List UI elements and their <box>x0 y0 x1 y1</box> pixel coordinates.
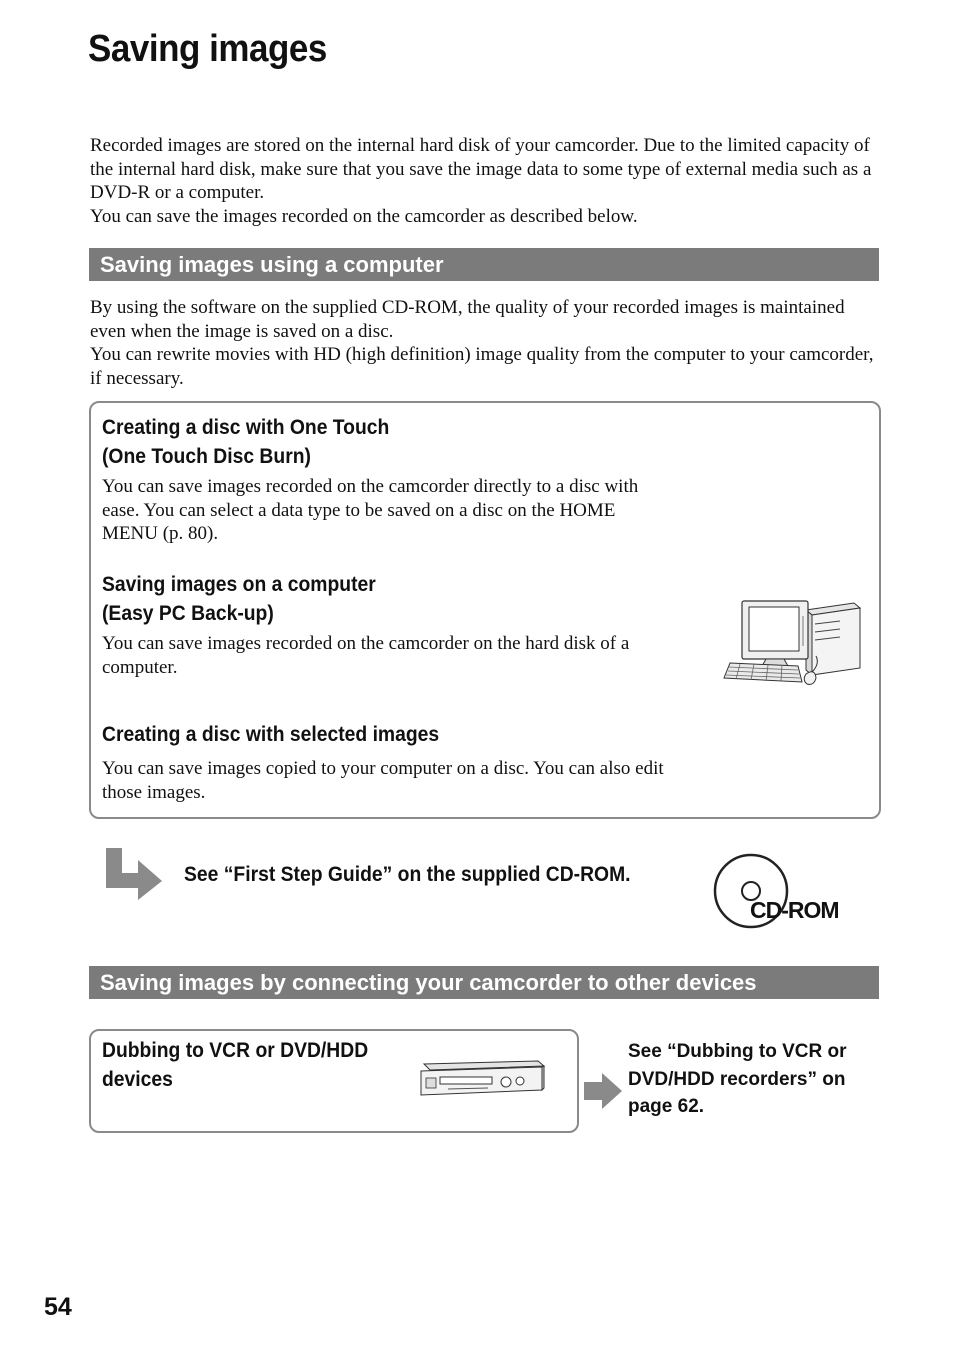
item-selected-images-text: You can save images copied to your computer on a disc. You can also edit those images. <box>102 758 664 803</box>
first-step-guide-reference: See “First Step Guide” on the supplied CD-ROM. <box>184 863 631 886</box>
computer-paragraph-1: By using the software on the supplied CD-ROM, the quality of your recorded images is maintained even when the image is saved on a disc. <box>90 297 845 342</box>
page-number: 54 <box>44 1293 72 1321</box>
dubbing-reference: See “Dubbing to VCR or DVD/HDD recorders” on page 62. <box>628 1041 847 1117</box>
item-dubbing-title-2: devices <box>102 1068 173 1091</box>
item-selected-images <box>102 720 692 804</box>
computer-paragraph-2: You can rewrite movies with HD (high definition) image quality from the computer to your camcorder, if necessary. <box>90 344 874 389</box>
section-heading-computer: Saving images using a computer <box>89 248 879 281</box>
reference-arrow-icon <box>104 846 164 902</box>
item-easy-pc-title-1: Saving images on a computer <box>102 573 376 596</box>
item-easy-pc-text: You can save images recorded on the camcorder on the hard disk of a computer. <box>102 633 630 678</box>
item-one-touch-title-1: Creating a disc with One Touch <box>102 416 390 439</box>
section-heading-devices: Saving images by connecting your camcorder to other devices <box>89 966 879 999</box>
item-easy-pc <box>102 570 692 679</box>
item-easy-pc-title-2: (Easy PC Back-up) <box>102 602 274 625</box>
item-one-touch <box>102 413 672 546</box>
item-one-touch-text: You can save images recorded on the camcorder directly to a disc with ease. You can select a data type to be saved on a disc on the HOME MENU (p. 80). <box>102 476 639 544</box>
item-dubbing-title-1: Dubbing to VCR or DVD/HDD <box>102 1039 369 1062</box>
intro-paragraph-2: You can save the images recorded on the camcorder as described below. <box>90 205 638 227</box>
desktop-computer-icon <box>720 596 865 702</box>
vcr-recorder-icon <box>418 1058 548 1100</box>
right-arrow-icon <box>584 1073 624 1109</box>
cd-rom-label: CD-ROM <box>750 897 839 923</box>
page-title: Saving images <box>88 28 327 70</box>
intro-text <box>90 134 890 228</box>
computer-section-text <box>90 296 880 390</box>
item-one-touch-title-2: (One Touch Disc Burn) <box>102 445 311 468</box>
intro-paragraph-1: Recorded images are stored on the internal hard disk of your camcorder. Due to the limited capacity of the internal hard disk, make sure that you save the image data to some type of external media such as a DVD-R or a computer. <box>90 135 872 203</box>
item-selected-images-title: Creating a disc with selected images <box>102 723 440 746</box>
item-dubbing <box>102 1036 391 1094</box>
